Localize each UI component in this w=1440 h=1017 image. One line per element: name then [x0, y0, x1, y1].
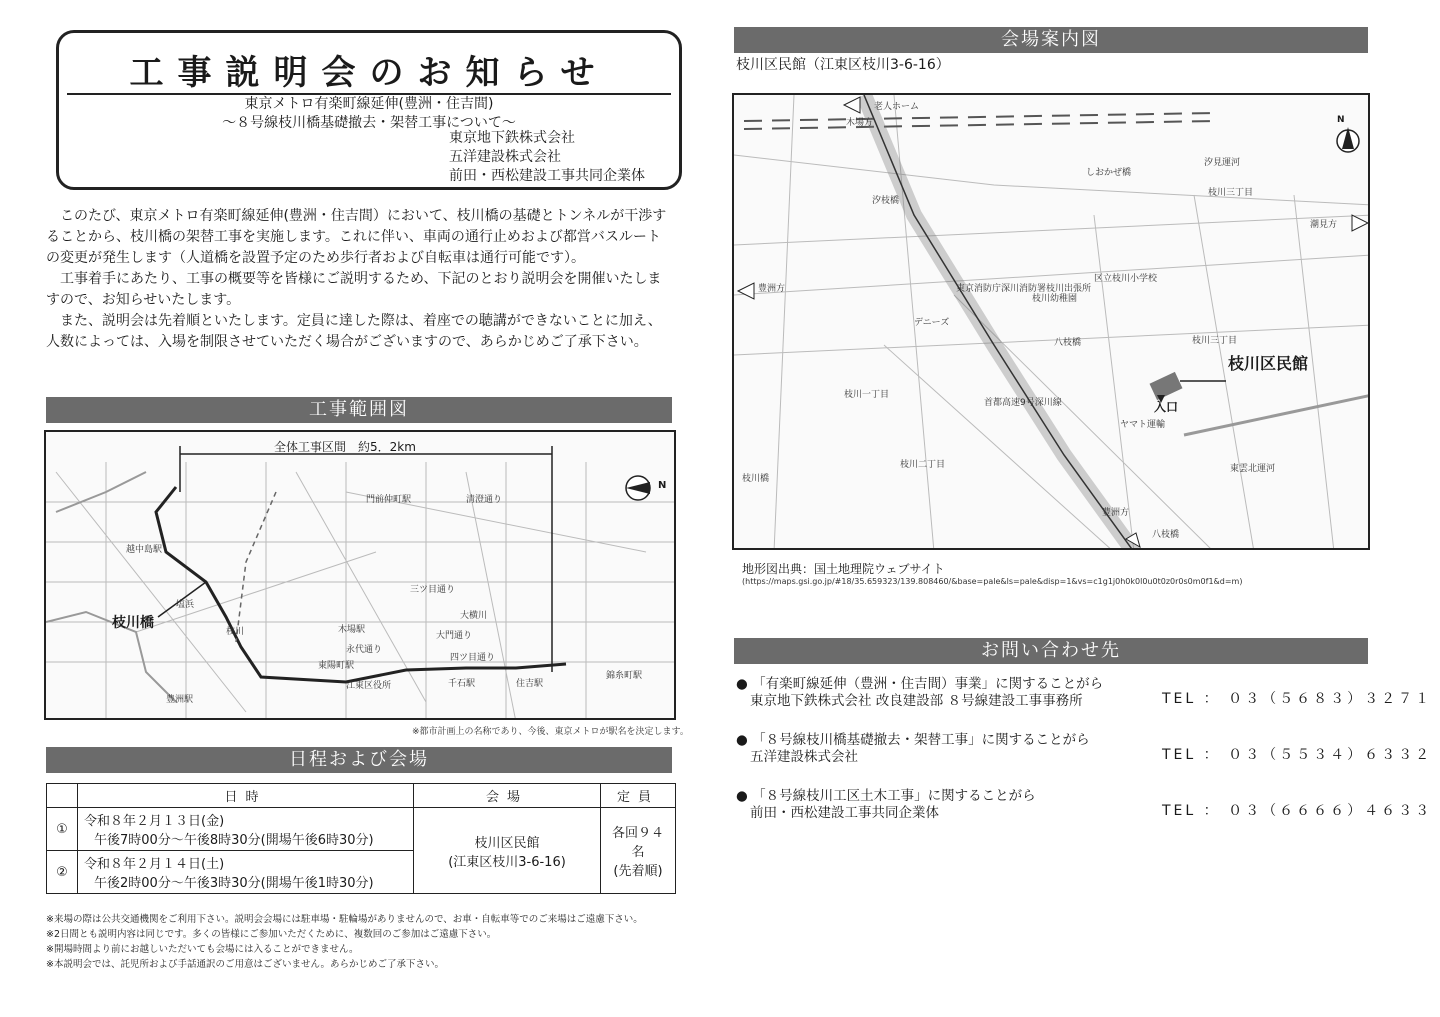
intro-paragraph-2: 工事着手にあたり、工事の概要等を皆様にご説明するため、下記のとおり説明会を開催いたしますので、お知らせいたします。 — [46, 271, 662, 308]
map-label: 汐枝橋 — [872, 196, 900, 206]
scope-map — [44, 430, 676, 720]
notes — [46, 912, 643, 972]
organizer-2: 五洋建設株式会社 — [449, 149, 561, 165]
map-label: 大門通り — [436, 631, 473, 641]
note-item: ※2日間とも説明内容は同じです。多くの皆様にご参加いただくために、複数回のご参加はご遠慮下さい。 — [46, 929, 497, 940]
capacity-count: 各回９４名 — [611, 826, 664, 860]
intro-text — [46, 206, 670, 353]
title-box — [56, 30, 682, 190]
contact-about: ● 「有楽町線延伸（豊洲・住吉間）事業」に関することがら — [736, 676, 1104, 692]
schedule-table — [46, 783, 676, 894]
note-item: ※開場時間より前にお越しいただいても会場には入ることができません。 — [46, 944, 359, 955]
scope-note: ※都市計画上の名称であり、今後、東京メトロが駅名を決定します。 — [412, 727, 689, 737]
venue-address: 枝川区民館（江東区枝川3-6-16） — [736, 57, 950, 73]
intro-paragraph-1: このたび、東京メトロ有楽町線延伸(豊洲・住吉間）において、枝川橋の基礎とトンネルが干渉することから、枝川橋の架替工事を実施します。これに伴い、車両の通行止めおよび都営バスルートの変更が発生します（人道橋を設置予定のため歩行者および自転車は通行可能です）。 — [46, 208, 667, 266]
map-label: 枝川二丁目 — [900, 460, 946, 470]
map-label: 三ツ目通り — [410, 585, 456, 595]
map-label: 東陽町駅 — [318, 661, 355, 671]
contact-about-text: 「有楽町線延伸（豊洲・住吉間）事業」に関することがら — [752, 676, 1104, 692]
contact-item — [736, 676, 1103, 710]
note-item: ※来場の際は公共交通機関をご利用下さい。説明会会場には駐車場・駐輪場がありませんので、お車・自転車等でのご来場はご遠慮下さい。 — [46, 914, 643, 925]
map-label: 老人ホーム — [874, 102, 920, 112]
entrance-label: 入口 — [1154, 400, 1179, 414]
organizers — [449, 129, 645, 186]
contact-org: 五洋建設株式会社 — [750, 749, 858, 765]
note-item: ※本説明会では、託児所および手話通訳のご用意はございません。あらかじめご了承下さい。 — [46, 959, 445, 970]
venue-name: 枝川区民館 — [474, 835, 540, 851]
venue-name-label: 枝川区民館 — [1228, 354, 1309, 373]
map-label: 首都高速9号深川線 — [984, 398, 1062, 408]
venue-map — [732, 93, 1370, 550]
scope-map-drawing — [46, 432, 676, 720]
contact-tel: TEL ： ０３（５５３４）６３３２ — [1162, 747, 1433, 763]
bridge-label: 枝川橋 — [112, 615, 154, 631]
contact-tel: TEL ： ０３（５６８３）３２７１ — [1162, 691, 1433, 707]
col-capacity: 定員 — [601, 784, 676, 808]
map-label: 東雲北運河 — [1230, 464, 1276, 474]
map-label: 八枝橋 — [1054, 338, 1082, 348]
row-datetime — [78, 851, 414, 894]
map-label: 枝川三丁目 — [1208, 188, 1254, 198]
venue-map-drawing — [734, 95, 1370, 550]
map-label: 区立枝川小学校 — [1094, 274, 1158, 284]
map-label: しおかぜ橋 — [1086, 168, 1132, 178]
north-label: N — [658, 480, 667, 491]
map-label: 越中島駅 — [126, 545, 163, 555]
capacity-cell — [601, 808, 676, 894]
contact-about-text: 「８号線枝川橋基礎撤去・架替工事」に関することがら — [752, 732, 1090, 748]
map-source: 地形図出典：国土地理院ウェブサイト — [742, 562, 945, 576]
map-label: 木場方 — [846, 118, 874, 128]
organizer-3: 前田・西松建設工事共同企業体 — [449, 168, 645, 184]
row-date: 令和８年２月１４日(土) — [84, 857, 225, 872]
map-label: 八枝橋 — [1152, 530, 1180, 540]
intro-paragraph-3: また、説明会は先着順といたします。定員に達した際は、着座での聴講ができないことに加え、人数によっては、入場を制限させていただく場合がございますので、あらかじめご了承下さい。 — [46, 313, 662, 350]
map-label: 豊洲方 — [758, 284, 786, 294]
row-time: 午後2時00分～午後3時30分(開場午後1時30分) — [94, 876, 374, 891]
table-cell — [47, 784, 78, 808]
contact-item — [736, 732, 1090, 766]
map-label: 塩浜 — [176, 600, 195, 610]
page-title: 工事説明会のお知らせ — [129, 53, 609, 93]
contact-item — [736, 788, 1036, 822]
venue-cell — [414, 808, 601, 894]
map-label: デニーズ — [914, 318, 950, 328]
map-label: ヤマト運輸 — [1120, 420, 1166, 430]
contact-org: 前田・西松建設工事共同企業体 — [750, 805, 939, 821]
span-label: 全体工事区間 約5．2km — [274, 440, 416, 454]
venue-map-heading: 会場案内図 — [734, 27, 1368, 53]
subtitle — [59, 95, 679, 133]
map-label: 豊洲駅 — [166, 695, 194, 705]
map-label: 永代通り — [346, 645, 383, 655]
subtitle-line-2: ～８号線枝川橋基礎撤去・架替工事について～ — [222, 115, 516, 131]
contacts-heading: お問い合わせ先 — [734, 638, 1368, 664]
map-label: 門前仲町駅 — [366, 495, 412, 505]
col-date: 日時 — [78, 784, 414, 808]
map-label: 錦糸町駅 — [606, 671, 643, 681]
map-label: 大横川 — [460, 611, 488, 621]
map-label: 東京消防庁深川消防署枝川出張所 — [956, 284, 1092, 294]
col-venue: 会場 — [414, 784, 601, 808]
map-label: 木場駅 — [338, 625, 366, 635]
map-label: 清澄通り — [466, 495, 503, 505]
map-label: 千石駅 — [448, 679, 476, 689]
contact-about: ● 「８号線枝川工区土木工事」に関することがら — [736, 788, 1036, 804]
north-label: N — [1337, 115, 1345, 125]
map-label: 豊洲方 — [1102, 508, 1130, 518]
organizer-1: 東京地下鉄株式会社 — [449, 130, 575, 146]
table-header-row — [47, 784, 676, 808]
row-time: 午後7時00分～午後8時30分(開場午後6時30分) — [94, 833, 374, 848]
map-source-url: (https://maps.gsi.go.jp/#18/35.659323/139.808460/&base=pale&ls=pale&disp=1&vs=c1g1j0h0k0l0u0t0z0r0s0m0f1&d=m) — [742, 577, 1243, 586]
contact-org: 東京地下鉄株式会社 改良建設部 ８号線建設工事事務所 — [750, 693, 1083, 709]
venue-building — [1150, 372, 1183, 400]
table-row — [47, 808, 676, 851]
row-datetime — [78, 808, 414, 851]
map-label: 枝川三丁目 — [1192, 336, 1238, 346]
contact-about: ● 「８号線枝川橋基礎撤去・架替工事」に関することがら — [736, 732, 1090, 748]
map-label: 江東区役所 — [346, 681, 392, 691]
map-label: 四ツ目通り — [450, 653, 496, 663]
contact-about-text: 「８号線枝川工区土木工事」に関することがら — [752, 788, 1036, 804]
map-label: 枝川橋 — [742, 474, 770, 484]
capacity-note: (先着順) — [613, 864, 663, 879]
map-label: 潮見方 — [1310, 220, 1338, 230]
map-label: 枝川一丁目 — [844, 390, 890, 400]
schedule-heading: 日程および会場 — [46, 747, 672, 773]
row-date: 令和８年２月１３日(金) — [84, 814, 225, 829]
map-label: 枝川 — [226, 627, 245, 637]
row-number: ① — [47, 808, 78, 851]
map-label: 住吉駅 — [516, 679, 544, 689]
map-label: 汐見運河 — [1204, 158, 1241, 168]
map-label: 枝川幼稚園 — [1032, 294, 1078, 304]
row-number: ② — [47, 851, 78, 894]
scope-heading: 工事範囲図 — [46, 397, 672, 423]
venue-address: (江東区枝川3-6-16) — [448, 854, 566, 870]
contact-tel: TEL ： ０３（６６６６）４６３３ — [1162, 803, 1433, 819]
subtitle-line-1: 東京メトロ有楽町線延伸(豊洲・住吉間) — [244, 96, 494, 112]
